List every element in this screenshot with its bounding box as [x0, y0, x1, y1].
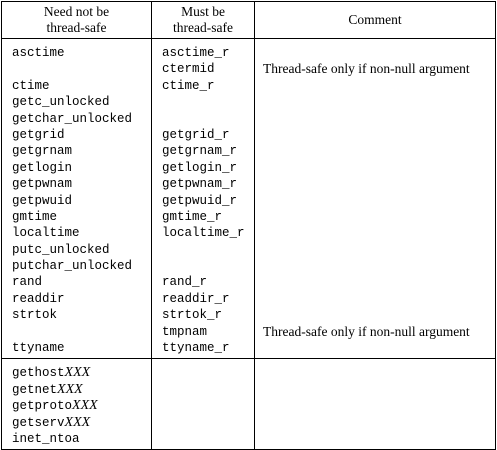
comment-text — [263, 160, 495, 176]
comment-text — [263, 307, 495, 323]
function-name: localtime — [12, 226, 80, 241]
function-name: getgrid — [12, 127, 65, 142]
function-prefix: gethost — [12, 366, 65, 381]
comment-text — [263, 291, 495, 307]
function-name: getpwuid_r — [162, 193, 238, 208]
header-col1-line1: Need not be — [43, 4, 110, 19]
function-name: asctime — [12, 46, 65, 60]
function-name: localtime_r — [162, 226, 245, 241]
function-name: getgrid_r — [162, 127, 230, 142]
function-name: gmtime — [12, 209, 58, 224]
header-col1-line2: thread-safe — [46, 20, 107, 35]
function-name — [12, 61, 151, 77]
group1-comment-cell — [255, 39, 496, 359]
group1-must-safe-cell — [152, 39, 255, 359]
group1-not-safe-cell — [2, 39, 152, 359]
function-suffix: XXX — [64, 414, 91, 430]
function-name: strtok — [12, 308, 58, 323]
group2-comment-cell — [255, 359, 496, 450]
function-name: getgrnam_r — [162, 144, 238, 159]
comment-text — [263, 176, 495, 192]
function-suffix: XXX — [64, 365, 91, 381]
function-name — [12, 324, 151, 340]
function-name — [162, 111, 254, 127]
function-name: ctermid — [162, 62, 215, 77]
function-prefix: getnet — [12, 382, 58, 397]
function-name — [12, 431, 151, 447]
function-name — [162, 242, 254, 258]
function-name: rand — [12, 275, 43, 290]
header-col2-line2: thread-safe — [173, 20, 233, 35]
function-name: putchar_unlocked — [12, 259, 133, 274]
comment-text — [263, 209, 495, 225]
function-name: ctime_r — [162, 78, 215, 93]
function-name: ctime — [12, 78, 50, 93]
header-need-not-be-thread-safe — [2, 2, 152, 39]
header-comment — [255, 2, 496, 39]
thread-safety-table — [1, 1, 496, 450]
header-col2-line1: Must be — [181, 4, 225, 19]
function-name: tmpnam — [162, 324, 208, 339]
comment-text — [263, 78, 495, 94]
comment-text — [263, 242, 495, 258]
function-name: gmtime_r — [162, 209, 223, 224]
function-name: getpwnam_r — [162, 177, 238, 192]
function-name: getchar_unlocked — [12, 111, 133, 126]
comment-text — [263, 274, 495, 290]
group2-not-safe-cell — [2, 359, 152, 450]
function-prefix: inet_ntoa — [12, 431, 80, 446]
group2-row — [2, 359, 496, 450]
comment-text — [263, 127, 495, 143]
function-name — [12, 415, 151, 431]
function-name: rand_r — [162, 275, 208, 290]
function-name — [162, 94, 254, 110]
comment-text — [263, 340, 495, 356]
comment-text — [263, 258, 495, 274]
function-name: ttyname_r — [162, 341, 230, 356]
comment-text — [263, 45, 495, 61]
function-name: getpwuid — [12, 193, 73, 208]
function-prefix: getproto — [12, 399, 73, 414]
function-name: strtok_r — [162, 308, 223, 323]
function-name: readdir_r — [162, 291, 230, 306]
function-name: asctime_r — [162, 46, 230, 60]
function-prefix: getserv — [12, 415, 65, 430]
header-col3-label: Comment — [348, 12, 402, 27]
group1-row — [2, 39, 496, 359]
function-name — [12, 365, 151, 381]
comment-text: Thread-safe only if non-null argument — [263, 323, 470, 339]
function-name — [12, 382, 151, 398]
function-name: getc_unlocked — [12, 95, 110, 110]
comment-text — [263, 94, 495, 110]
comment-text — [263, 225, 495, 241]
comment-text — [263, 193, 495, 209]
function-name: putc_unlocked — [12, 242, 110, 257]
function-suffix: XXX — [57, 381, 83, 397]
function-name: readdir — [12, 291, 65, 306]
function-name — [12, 398, 151, 414]
header-row — [2, 2, 496, 39]
function-name: getlogin — [12, 160, 73, 175]
group2-must-safe-cell — [152, 359, 255, 450]
comment-text — [263, 111, 495, 127]
function-name: getlogin_r — [162, 160, 238, 175]
comment-text — [263, 143, 495, 159]
function-name: getgrnam — [12, 144, 73, 159]
function-suffix: XXX — [72, 398, 98, 414]
comment-text: Thread-safe only if non-null argument — [263, 61, 470, 77]
function-name: getpwnam — [12, 177, 73, 192]
header-must-be-thread-safe — [152, 2, 255, 39]
function-name: ttyname — [12, 341, 65, 356]
function-name — [162, 258, 254, 274]
